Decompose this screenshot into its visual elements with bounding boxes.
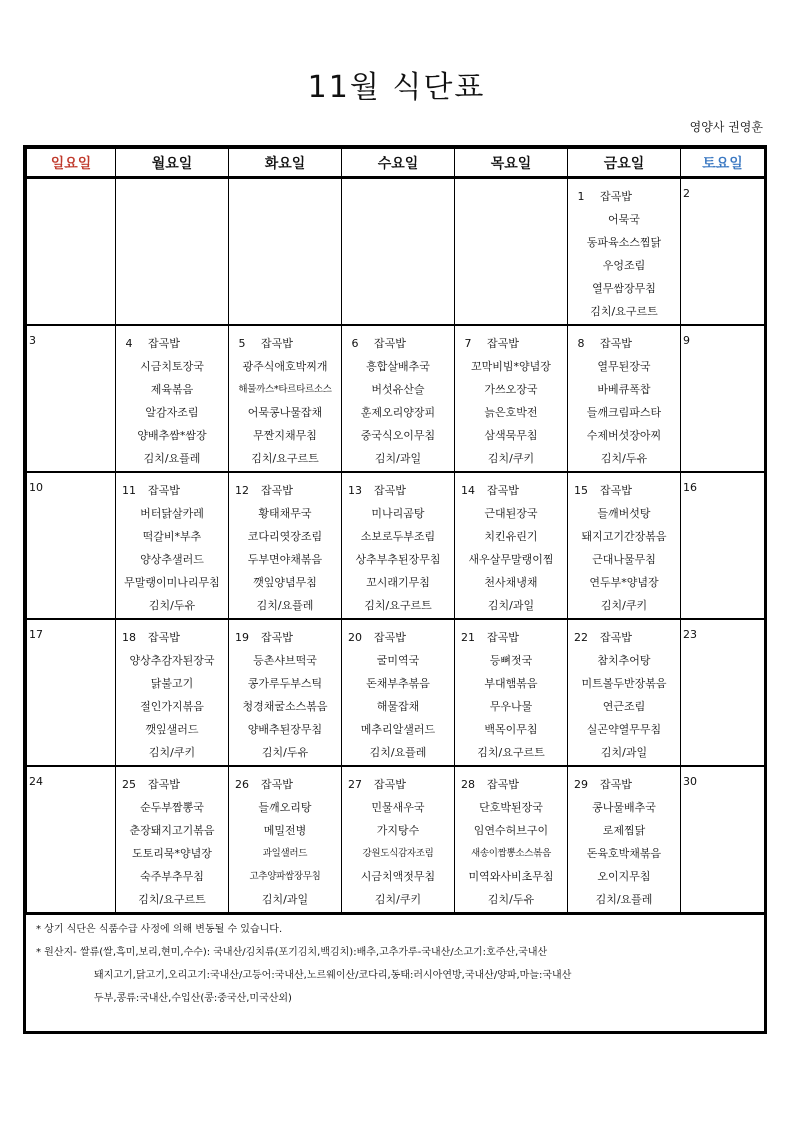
header-monday: 월요일 xyxy=(116,149,229,178)
menu-first-line xyxy=(229,626,341,649)
menu-item: 김치/요플레 xyxy=(369,746,427,759)
menu-item: 잡곡밥 xyxy=(374,337,406,350)
date-number: 13 xyxy=(348,484,362,497)
menu-item: 잡곡밥 xyxy=(487,484,519,497)
menu-item: 순두부짬뽕국 xyxy=(140,801,204,814)
menu-item: 꼬시래기무침 xyxy=(366,576,430,589)
date-number: 12 xyxy=(235,484,249,497)
day-cell xyxy=(116,178,229,326)
menu-item: 절인가지볶음 xyxy=(140,700,204,713)
menu-item: 춘장돼지고기볶음 xyxy=(129,824,215,837)
note-line: * 상기 식단은 식품수급 사정에 의해 변동될 수 있습니다. xyxy=(36,924,283,935)
day-cell-saturday xyxy=(681,325,765,472)
menu-item: 숙주부추무침 xyxy=(140,870,204,883)
menu-item: 김치/요플레 xyxy=(595,893,653,906)
day-cell xyxy=(342,178,455,326)
menu-item: 새송이짬뽕소스볶음 xyxy=(471,848,551,859)
menu-item: 잡곡밥 xyxy=(487,337,519,350)
day-cell xyxy=(229,619,342,766)
date-number: 15 xyxy=(574,484,588,497)
day-cell-sunday xyxy=(27,325,116,472)
day-cell-sunday xyxy=(27,472,116,619)
menu-item: 잡곡밥 xyxy=(261,778,293,791)
menu-item: 김치/과일 xyxy=(487,599,535,612)
menu-item: 닭불고기 xyxy=(150,677,194,690)
menu-item: 과일샐러드 xyxy=(262,848,308,859)
menu-item: 굴미역국 xyxy=(376,654,420,667)
date-number: 30 xyxy=(683,775,697,788)
menu-item: 잡곡밥 xyxy=(374,778,406,791)
menu-item: 천사채냉채 xyxy=(484,576,538,589)
day-cell-saturday xyxy=(681,766,765,914)
menu-item: 소보로두부조림 xyxy=(360,530,436,543)
menu-item: 잡곡밥 xyxy=(261,631,293,644)
menu-item: 청경채굴소스볶음 xyxy=(242,700,328,713)
day-cell xyxy=(342,472,455,619)
date-number: 16 xyxy=(683,481,697,494)
menu-item: 김치/쿠키 xyxy=(374,893,422,906)
menu-item: 백목이무침 xyxy=(484,723,538,736)
day-cell-saturday xyxy=(681,472,765,619)
menu-first-line xyxy=(455,479,567,502)
menu-item: 삼색묵무침 xyxy=(484,429,538,442)
header-saturday: 토요일 xyxy=(681,149,765,178)
day-cell xyxy=(455,472,568,619)
menu-item: 양배추된장무침 xyxy=(247,723,323,736)
date-number: 2 xyxy=(683,187,690,200)
notes-section xyxy=(26,918,764,1010)
menu-item: 잡곡밥 xyxy=(600,631,632,644)
nutritionist-name: 영양사 권영훈 xyxy=(689,120,763,134)
menu-item: 흥합살배추국 xyxy=(366,360,430,373)
date-number: 1 xyxy=(577,190,585,203)
menu-item: 열무쌈장무침 xyxy=(592,282,656,295)
week-row xyxy=(27,178,765,326)
menu-first-line xyxy=(455,332,567,355)
menu-first-line xyxy=(229,479,341,502)
menu-item: 가쓰오장국 xyxy=(484,383,538,396)
day-cell xyxy=(229,325,342,472)
day-cell xyxy=(342,766,455,914)
week-row xyxy=(27,619,765,766)
date-number: 26 xyxy=(235,778,249,791)
menu-item: 제육볶음 xyxy=(150,383,194,396)
menu-item: 양상추감자된장국 xyxy=(129,654,215,667)
day-cell xyxy=(455,766,568,914)
day-cell xyxy=(116,472,229,619)
menu-item: 김치/요플레 xyxy=(256,599,314,612)
menu-item: 수제버섯장아찌 xyxy=(586,429,662,442)
menu-item: 중국식오이무침 xyxy=(360,429,436,442)
note-line: 돼지고기,닭고기,오리고기:국내산/고등어:국내산,노르웨이산/코다리,동태:러시아연방,국내산/양파,마늘:국내산 xyxy=(94,970,572,981)
day-cell xyxy=(116,325,229,472)
menu-first-line xyxy=(455,626,567,649)
menu-item: 상추부추된장무침 xyxy=(355,553,441,566)
menu-item: 김치/요구르트 xyxy=(590,305,658,318)
menu-item: 잡곡밥 xyxy=(261,337,293,350)
menu-item: 콩가루두부스틱 xyxy=(247,677,323,690)
menu-frame xyxy=(23,145,767,1034)
menu-item: 돈채부추볶음 xyxy=(366,677,430,690)
menu-item: 김치/쿠키 xyxy=(148,746,196,759)
menu-first-line xyxy=(116,332,228,355)
date-number: 24 xyxy=(29,775,43,788)
menu-item: 김치/두유 xyxy=(487,893,535,906)
menu-item: 시금치토장국 xyxy=(140,360,204,373)
date-number: 14 xyxy=(461,484,475,497)
menu-item: 실곤약열무무침 xyxy=(586,723,662,736)
menu-item: 미역와사비초무침 xyxy=(468,870,554,883)
menu-item: 꼬막비빔*양념장 xyxy=(471,360,551,373)
menu-item: 시금치액젓무침 xyxy=(360,870,436,883)
menu-item: 돼지고기간장볶음 xyxy=(581,530,667,543)
menu-item: 새우살무말랭이찜 xyxy=(468,553,554,566)
day-cell xyxy=(229,178,342,326)
menu-item: 해물잡채 xyxy=(376,700,420,713)
day-cell xyxy=(229,766,342,914)
day-cell xyxy=(568,178,681,326)
note-line: * 원산지- 쌀류(쌀,흑미,보리,현미,수수): 국내산/김치류(포기김치,백김치):배추,고추가루-국내산/소고기:호주산,국내산 xyxy=(36,947,548,958)
menu-item: 잡곡밥 xyxy=(374,484,406,497)
day-cell-sunday xyxy=(27,619,116,766)
menu-item: 등촌샤브떡국 xyxy=(253,654,317,667)
menu-first-line xyxy=(568,332,680,355)
menu-item: 무우나물 xyxy=(489,700,533,713)
menu-item: 훈제오리양장피 xyxy=(360,406,436,419)
menu-item: 동파육소스찜닭 xyxy=(586,236,662,249)
menu-item: 임연수허브구이 xyxy=(473,824,549,837)
date-number: 5 xyxy=(238,337,246,350)
menu-item: 잡곡밥 xyxy=(600,190,632,203)
menu-item: 김치/두유 xyxy=(600,452,648,465)
menu-first-line xyxy=(568,626,680,649)
menu-item: 메밀전병 xyxy=(263,824,307,837)
menu-item: 미트볼두반장볶음 xyxy=(581,677,667,690)
menu-item: 두부면야채볶음 xyxy=(247,553,323,566)
menu-item: 알감자조림 xyxy=(145,406,199,419)
menu-item: 김치/쿠키 xyxy=(487,452,535,465)
day-cell xyxy=(568,325,681,472)
menu-first-line xyxy=(568,773,680,796)
menu-item: 잡곡밥 xyxy=(148,484,180,497)
date-number: 18 xyxy=(122,631,136,644)
header-tuesday: 화요일 xyxy=(229,149,342,178)
date-number: 9 xyxy=(683,334,690,347)
header-sunday: 일요일 xyxy=(27,149,116,178)
menu-item: 김치/요구르트 xyxy=(251,452,319,465)
menu-item: 강원도식감자조림 xyxy=(362,848,434,859)
menu-item: 해물까스*타르타르소스 xyxy=(238,384,332,395)
menu-item: 무짠지채무침 xyxy=(253,429,317,442)
menu-item: 오이지무침 xyxy=(597,870,651,883)
menu-item: 열무된장국 xyxy=(597,360,651,373)
menu-item: 연근조림 xyxy=(602,700,646,713)
date-number: 20 xyxy=(348,631,362,644)
day-cell xyxy=(342,619,455,766)
menu-first-line xyxy=(342,332,454,355)
menu-first-line xyxy=(342,479,454,502)
menu-item: 참치추어탕 xyxy=(597,654,651,667)
date-number: 7 xyxy=(464,337,472,350)
menu-item: 잡곡밥 xyxy=(600,337,632,350)
header-friday: 금요일 xyxy=(568,149,681,178)
date-number: 8 xyxy=(577,337,585,350)
date-number: 27 xyxy=(348,778,362,791)
day-cell xyxy=(568,619,681,766)
date-number: 28 xyxy=(461,778,475,791)
day-cell xyxy=(568,472,681,619)
date-number: 23 xyxy=(683,628,697,641)
menu-item: 잡곡밥 xyxy=(148,631,180,644)
date-number: 29 xyxy=(574,778,588,791)
day-cell xyxy=(455,325,568,472)
week-row xyxy=(27,472,765,619)
menu-item: 깻잎샐러드 xyxy=(145,723,199,736)
menu-item: 김치/과일 xyxy=(261,893,309,906)
menu-item: 김치/요구르트 xyxy=(477,746,545,759)
date-number: 25 xyxy=(122,778,136,791)
menu-item: 코다리엿장조림 xyxy=(247,530,323,543)
day-cell xyxy=(116,619,229,766)
day-cell xyxy=(455,178,568,326)
menu-item: 버섯유산슬 xyxy=(371,383,425,396)
menu-item: 들깨오리탕 xyxy=(258,801,312,814)
week-row xyxy=(27,766,765,914)
menu-first-line xyxy=(568,185,680,208)
menu-item: 무말랭이미나리무침 xyxy=(124,576,220,589)
menu-item: 근대나물무침 xyxy=(592,553,656,566)
menu-item: 늙은호박전 xyxy=(484,406,538,419)
menu-item: 어묵콩나물잡채 xyxy=(247,406,323,419)
menu-item: 김치/요플레 xyxy=(143,452,201,465)
menu-item: 어묵국 xyxy=(608,213,640,226)
menu-first-line xyxy=(342,773,454,796)
day-cell-saturday xyxy=(681,178,765,326)
menu-item: 미나리곰탕 xyxy=(371,507,425,520)
menu-item: 잡곡밥 xyxy=(600,484,632,497)
menu-item: 김치/과일 xyxy=(600,746,648,759)
day-cell xyxy=(116,766,229,914)
menu-item: 고추양파쌈장무침 xyxy=(249,871,321,882)
menu-item: 김치/쿠키 xyxy=(600,599,648,612)
date-number: 19 xyxy=(235,631,249,644)
menu-first-line xyxy=(116,479,228,502)
menu-item: 도토리묵*양념장 xyxy=(132,847,212,860)
day-cell-saturday xyxy=(681,619,765,766)
menu-first-line xyxy=(229,773,341,796)
menu-item: 잡곡밥 xyxy=(487,778,519,791)
menu-item: 황태채무국 xyxy=(258,507,312,520)
date-number: 22 xyxy=(574,631,588,644)
menu-item: 로제찜닭 xyxy=(602,824,646,837)
header-thursday: 목요일 xyxy=(455,149,568,178)
menu-item: 우엉조림 xyxy=(602,259,646,272)
menu-first-line xyxy=(116,773,228,796)
header-wednesday: 수요일 xyxy=(342,149,455,178)
day-cell-sunday xyxy=(27,178,116,326)
menu-calendar xyxy=(26,148,765,915)
menu-item: 민물새우국 xyxy=(371,801,425,814)
date-number: 6 xyxy=(351,337,359,350)
menu-item: 들깨버섯탕 xyxy=(597,507,651,520)
date-number: 21 xyxy=(461,631,475,644)
menu-item: 콩나물배추국 xyxy=(592,801,656,814)
date-number: 17 xyxy=(29,628,43,641)
menu-item: 들깨크림파스타 xyxy=(586,406,662,419)
menu-first-line xyxy=(229,332,341,355)
menu-item: 김치/두유 xyxy=(261,746,309,759)
menu-item: 바베큐폭찹 xyxy=(597,383,651,396)
menu-item: 잡곡밥 xyxy=(261,484,293,497)
menu-first-line xyxy=(342,626,454,649)
date-number: 4 xyxy=(125,337,133,350)
menu-item: 부대햄볶음 xyxy=(484,677,538,690)
menu-item: 돈육호박채볶음 xyxy=(586,847,662,860)
day-cell-sunday xyxy=(27,766,116,914)
week-row xyxy=(27,325,765,472)
day-cell xyxy=(229,472,342,619)
menu-item: 양배추쌈*쌈장 xyxy=(137,429,207,442)
menu-first-line xyxy=(568,479,680,502)
date-number: 3 xyxy=(29,334,36,347)
menu-item: 김치/요구르트 xyxy=(364,599,432,612)
menu-item: 단호박된장국 xyxy=(479,801,543,814)
menu-item: 등뼈젓국 xyxy=(489,654,533,667)
menu-item: 잡곡밥 xyxy=(148,337,180,350)
menu-item: 잡곡밥 xyxy=(487,631,519,644)
date-number: 11 xyxy=(122,484,136,497)
menu-item: 메추리알샐러드 xyxy=(360,723,436,736)
date-number: 10 xyxy=(29,481,43,494)
menu-item: 잡곡밥 xyxy=(148,778,180,791)
page-title: 11월 식단표 xyxy=(307,70,486,105)
menu-first-line xyxy=(116,626,228,649)
menu-item: 광주식애호박찌개 xyxy=(242,360,328,373)
menu-item: 잡곡밥 xyxy=(600,778,632,791)
menu-item: 김치/두유 xyxy=(148,599,196,612)
menu-item: 양상추샐러드 xyxy=(140,553,204,566)
note-line: 두부,콩류:국내산,수입산(콩:중국산,미국산외) xyxy=(94,993,292,1004)
menu-item: 잡곡밥 xyxy=(374,631,406,644)
menu-item: 김치/과일 xyxy=(374,452,422,465)
menu-item: 버터닭살카레 xyxy=(140,507,204,520)
menu-item: 연두부*양념장 xyxy=(589,576,659,589)
menu-item: 근대된장국 xyxy=(484,507,538,520)
day-cell xyxy=(568,766,681,914)
menu-item: 치킨유린기 xyxy=(484,530,538,543)
menu-item: 가지탕수 xyxy=(376,824,420,837)
menu-first-line xyxy=(455,773,567,796)
day-cell xyxy=(342,325,455,472)
menu-item: 떡갈비*부추 xyxy=(142,530,202,543)
menu-item: 깻잎양념무침 xyxy=(253,576,317,589)
menu-item: 김치/요구르트 xyxy=(138,893,206,906)
day-cell xyxy=(455,619,568,766)
